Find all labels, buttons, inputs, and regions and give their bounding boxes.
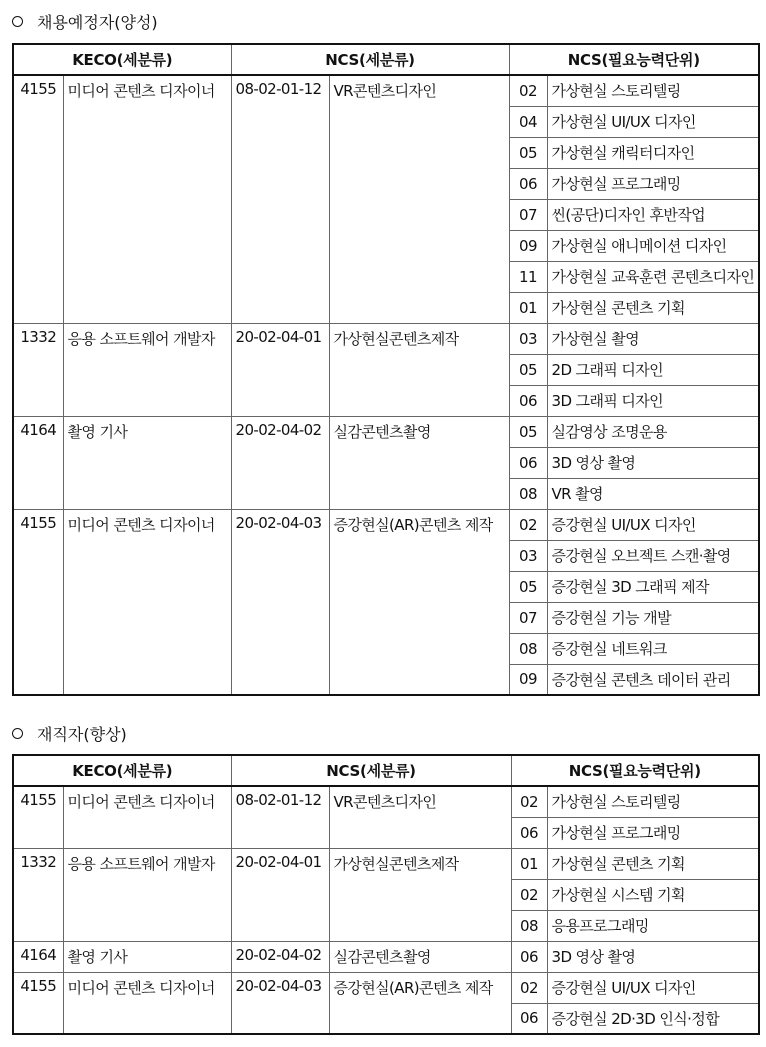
- keco-name-cell: 촬영 기사: [63, 416, 231, 509]
- unit-number-cell: 08: [509, 633, 547, 664]
- unit-name-cell: 가상현실 UI/UX 디자인: [547, 106, 759, 137]
- unit-name-cell: 가상현실 시스템 기획: [547, 879, 759, 910]
- keco-code-cell: 4155: [13, 972, 63, 1034]
- unit-number-cell: 01: [511, 848, 547, 879]
- table-row: [13, 323, 759, 354]
- unit-number-cell: 05: [509, 137, 547, 168]
- section-title-text: 채용예정자(양성): [37, 13, 158, 32]
- ncs-name-cell: 증강현실(AR)콘텐츠 제작: [329, 972, 511, 1034]
- unit-number-cell: 01: [509, 292, 547, 323]
- unit-name-cell: 3D 그래픽 디자인: [547, 385, 759, 416]
- unit-name-cell: 증강현실 기능 개발: [547, 602, 759, 633]
- unit-name-cell: 가상현실 애니메이션 디자인: [547, 230, 759, 261]
- table-row: [13, 75, 759, 106]
- header-ncs: NCS(세분류): [231, 44, 509, 75]
- unit-name-cell: 가상현실 스토리텔링: [547, 786, 759, 817]
- table-row: [13, 509, 759, 540]
- unit-number-cell: 02: [511, 786, 547, 817]
- keco-name-cell: 미디어 콘텐츠 디자이너: [63, 75, 231, 323]
- unit-number-cell: 05: [509, 416, 547, 447]
- table-row: [13, 786, 759, 817]
- unit-name-cell: 가상현실 프로그래밍: [547, 817, 759, 848]
- header-ncs-units: NCS(필요능력단위): [509, 44, 759, 75]
- unit-number-cell: 06: [509, 385, 547, 416]
- circle-bullet-icon: [12, 728, 23, 739]
- unit-name-cell: 증강현실 2D·3D 인식·정합: [547, 1003, 759, 1034]
- unit-name-cell: 증강현실 오브젝트 스캔·촬영: [547, 540, 759, 571]
- unit-number-cell: 11: [509, 261, 547, 292]
- unit-name-cell: 가상현실 촬영: [547, 323, 759, 354]
- unit-name-cell: 응용프로그래밍: [547, 910, 759, 941]
- unit-number-cell: 06: [509, 168, 547, 199]
- circle-bullet-icon: [12, 16, 23, 27]
- ncs-code-cell: 20-02-04-03: [231, 509, 329, 695]
- unit-number-cell: 07: [509, 199, 547, 230]
- ncs-code-cell: 20-02-04-02: [231, 941, 329, 972]
- ncs-code-cell: 08-02-01-12: [231, 75, 329, 323]
- table-row: [13, 416, 759, 447]
- section-title-text: 재직자(향상): [37, 725, 127, 744]
- unit-name-cell: 3D 영상 촬영: [547, 941, 759, 972]
- unit-name-cell: 증강현실 콘텐츠 데이터 관리: [547, 664, 759, 695]
- ncs-code-cell: 08-02-01-12: [231, 786, 329, 848]
- unit-number-cell: 05: [509, 354, 547, 385]
- ncs-code-cell: 20-02-04-02: [231, 416, 329, 509]
- unit-name-cell: 증강현실 3D 그래픽 제작: [547, 571, 759, 602]
- table-body: [13, 786, 759, 1034]
- keco-name-cell: 미디어 콘텐츠 디자이너: [63, 509, 231, 695]
- keco-name-cell: 미디어 콘텐츠 디자이너: [63, 786, 231, 848]
- section-title-trainees: [12, 10, 158, 33]
- unit-name-cell: 증강현실 UI/UX 디자인: [547, 509, 759, 540]
- keco-code-cell: 4155: [13, 509, 63, 695]
- unit-name-cell: 3D 영상 촬영: [547, 447, 759, 478]
- unit-number-cell: 04: [509, 106, 547, 137]
- unit-name-cell: 2D 그래픽 디자인: [547, 354, 759, 385]
- unit-name-cell: VR 촬영: [547, 478, 759, 509]
- header-ncs-units: NCS(필요능력단위): [511, 755, 759, 786]
- header-keco: KECO(세분류): [13, 755, 231, 786]
- unit-number-cell: 06: [511, 1003, 547, 1034]
- keco-code-cell: 4164: [13, 416, 63, 509]
- keco-code-cell: 1332: [13, 848, 63, 941]
- unit-number-cell: 08: [511, 910, 547, 941]
- unit-name-cell: 실감영상 조명운용: [547, 416, 759, 447]
- unit-name-cell: 가상현실 교육훈련 콘텐츠디자인: [547, 261, 759, 292]
- competency-table-employees: [12, 754, 760, 1035]
- unit-number-cell: 02: [511, 972, 547, 1003]
- unit-number-cell: 09: [509, 230, 547, 261]
- table-row: [13, 848, 759, 879]
- table-row: [13, 941, 759, 972]
- table-body: [13, 75, 759, 695]
- keco-code-cell: 4155: [13, 786, 63, 848]
- keco-code-cell: 4155: [13, 75, 63, 323]
- unit-number-cell: 03: [509, 540, 547, 571]
- unit-number-cell: 06: [509, 447, 547, 478]
- header-keco: KECO(세분류): [13, 44, 231, 75]
- ncs-name-cell: 실감콘텐츠촬영: [329, 941, 511, 972]
- unit-number-cell: 05: [509, 571, 547, 602]
- ncs-name-cell: 증강현실(AR)콘텐츠 제작: [329, 509, 509, 695]
- unit-number-cell: 06: [511, 941, 547, 972]
- table-header-row: [13, 755, 759, 786]
- section-title-employees: [12, 722, 127, 745]
- unit-number-cell: 03: [509, 323, 547, 354]
- keco-name-cell: 응용 소프트웨어 개발자: [63, 848, 231, 941]
- unit-name-cell: 가상현실 콘텐츠 기획: [547, 292, 759, 323]
- unit-number-cell: 06: [511, 817, 547, 848]
- ncs-code-cell: 20-02-04-03: [231, 972, 329, 1034]
- keco-name-cell: 촬영 기사: [63, 941, 231, 972]
- unit-number-cell: 08: [509, 478, 547, 509]
- competency-table-trainees: [12, 43, 760, 696]
- unit-number-cell: 09: [509, 664, 547, 695]
- keco-code-cell: 1332: [13, 323, 63, 416]
- keco-code-cell: 4164: [13, 941, 63, 972]
- table-header-row: [13, 44, 759, 75]
- unit-name-cell: 가상현실 스토리텔링: [547, 75, 759, 106]
- ncs-name-cell: 가상현실콘텐츠제작: [329, 323, 509, 416]
- unit-name-cell: 증강현실 네트워크: [547, 633, 759, 664]
- ncs-name-cell: 가상현실콘텐츠제작: [329, 848, 511, 941]
- unit-number-cell: 07: [509, 602, 547, 633]
- unit-name-cell: 가상현실 캐릭터디자인: [547, 137, 759, 168]
- unit-number-cell: 02: [509, 509, 547, 540]
- keco-name-cell: 미디어 콘텐츠 디자이너: [63, 972, 231, 1034]
- ncs-code-cell: 20-02-04-01: [231, 323, 329, 416]
- unit-name-cell: 가상현실 콘텐츠 기획: [547, 848, 759, 879]
- unit-name-cell: 증강현실 UI/UX 디자인: [547, 972, 759, 1003]
- unit-number-cell: 02: [509, 75, 547, 106]
- table-row: [13, 972, 759, 1003]
- ncs-name-cell: VR콘텐츠디자인: [329, 786, 511, 848]
- unit-number-cell: 02: [511, 879, 547, 910]
- header-ncs: NCS(세분류): [231, 755, 511, 786]
- keco-name-cell: 응용 소프트웨어 개발자: [63, 323, 231, 416]
- ncs-code-cell: 20-02-04-01: [231, 848, 329, 941]
- ncs-name-cell: VR콘텐츠디자인: [329, 75, 509, 323]
- unit-name-cell: 씬(공단)디자인 후반작업: [547, 199, 759, 230]
- ncs-name-cell: 실감콘텐츠촬영: [329, 416, 509, 509]
- unit-name-cell: 가상현실 프로그래밍: [547, 168, 759, 199]
